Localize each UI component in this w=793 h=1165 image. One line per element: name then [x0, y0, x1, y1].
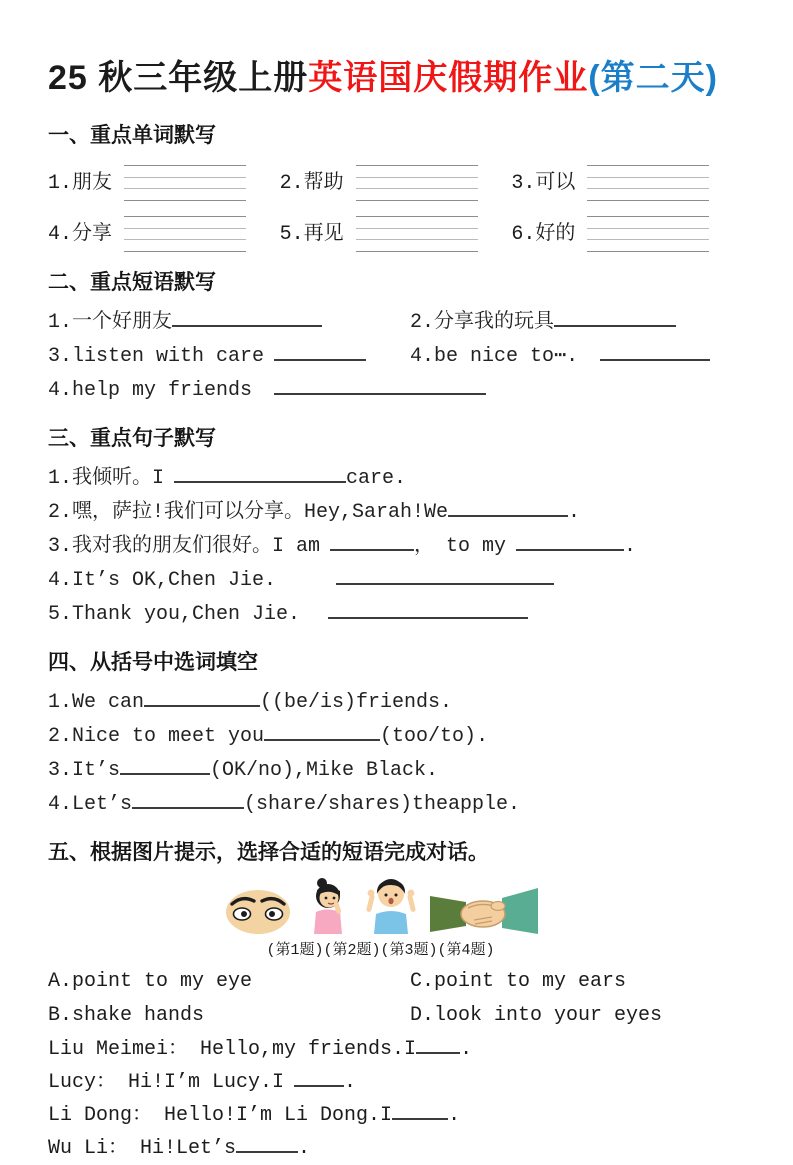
word-row-1 — [48, 159, 743, 201]
option-a: A.point to my eye — [48, 970, 253, 993]
girl-pointing-to-eye-image — [302, 876, 352, 936]
word-label: 4.分享 — [48, 223, 113, 246]
word-item-3 — [511, 159, 743, 201]
page-title — [48, 50, 743, 99]
option-c: C.point to my ears — [410, 970, 627, 993]
phrase-row-3: 4.help my friends — [48, 374, 743, 408]
section1-heading: 一、重点单词默写 — [48, 124, 216, 147]
dialogue-line-1: Liu Meimei： Hello,my friends.I . — [48, 1033, 743, 1066]
answer-blank — [416, 1034, 460, 1054]
writing-grid — [124, 165, 246, 201]
writing-grid — [124, 216, 246, 252]
picture-label-4: (第4题) — [437, 942, 495, 959]
option-d: D.look into your eyes — [410, 1004, 663, 1027]
word-item-1 — [48, 159, 280, 201]
word-item-4 — [48, 210, 280, 252]
answer-blank — [274, 375, 486, 395]
word-row-2 — [48, 210, 743, 252]
dialogue-line-3: Li Dong： Hello!I’m Li Dong.I . — [48, 1099, 743, 1132]
choice-item-4: 4.Let’s (share/shares)theapple. — [48, 788, 743, 822]
answer-blank — [554, 307, 676, 327]
section5-heading: 五、根据图片提示，选择合适的短语完成对话。 — [48, 841, 489, 864]
picture-label-1: (第1题) — [266, 942, 324, 959]
answer-blank — [392, 1100, 448, 1120]
choice-item-3: 3.It’s (OK/no),Mike Black. — [48, 754, 743, 788]
section3-heading: 三、重点句子默写 — [48, 427, 216, 450]
answer-blank — [174, 463, 346, 483]
option-b: B.shake hands — [48, 1004, 205, 1027]
sentence-item-1: 1.我倾听。I care. — [48, 462, 743, 496]
section2-heading: 二、重点短语默写 — [48, 271, 216, 294]
picture-strip — [18, 876, 743, 936]
answer-blank — [144, 687, 260, 707]
phrase-row-1 — [48, 306, 743, 340]
word-label: 3.可以 — [511, 172, 576, 195]
choice-item-2: 2.Nice to meet you (too/to). — [48, 720, 743, 754]
writing-grid — [356, 216, 478, 252]
phrase-item: 4.be nice to⋯. — [410, 340, 710, 374]
word-item-6 — [511, 210, 743, 252]
answer-blank — [336, 565, 554, 585]
title-grade-part: 25 秋三年级上册 — [48, 59, 309, 97]
word-item-5 — [280, 210, 512, 252]
answer-blank — [600, 341, 710, 361]
handshake-image — [430, 884, 538, 936]
answer-blank — [330, 531, 414, 551]
answer-blank — [120, 755, 210, 775]
word-label: 1.朋友 — [48, 172, 113, 195]
word-label: 5.再见 — [279, 223, 344, 246]
choice-item-1: 1.We can ((be/is)friends. — [48, 686, 743, 720]
picture-labels — [18, 938, 743, 959]
eyes-image — [224, 886, 292, 936]
answer-blank — [236, 1133, 298, 1153]
phrase-item: 2.分享我的玩具 — [410, 306, 676, 340]
dialogue-line-4: Wu Li： Hi!Let’s . — [48, 1132, 743, 1165]
options-row-1 — [48, 965, 743, 999]
phrase-row-2 — [48, 340, 743, 374]
writing-grid — [587, 216, 709, 252]
sentence-item-2: 2.嘿，萨拉!我们可以分享。Hey,Sarah!We . — [48, 496, 743, 530]
answer-blank — [132, 789, 244, 809]
phrase-item: 1.一个好朋友 — [48, 306, 410, 340]
picture-label-3: (第3题) — [380, 942, 438, 959]
dialogue-line-2: Lucy： Hi!I’m Lucy.I . — [48, 1066, 743, 1099]
answer-blank — [274, 341, 366, 361]
word-label: 2.帮助 — [279, 172, 344, 195]
answer-blank — [328, 599, 528, 619]
title-subject-part: 英语国庆假期作业 — [308, 59, 589, 97]
word-item-2 — [280, 159, 512, 201]
answer-blank — [172, 307, 322, 327]
answer-blank — [448, 497, 568, 517]
writing-grid — [587, 165, 709, 201]
sentence-item-3: 3.我对我的朋友们很好。I am ， to my . — [48, 530, 743, 564]
sentence-item-4: 4.It’s OK,Chen Jie. — [48, 564, 743, 598]
answer-blank — [264, 721, 380, 741]
title-day-part: (第二天) — [588, 59, 718, 97]
phrase-item: 3.listen with care — [48, 340, 410, 374]
options-row-2 — [48, 999, 743, 1033]
section4-heading: 四、从括号中选词填空 — [48, 651, 258, 674]
boy-pointing-to-ears-image — [362, 876, 420, 936]
sentence-item-5: 5.Thank you,Chen Jie. — [48, 598, 743, 632]
word-label: 6.好的 — [511, 223, 576, 246]
writing-grid — [356, 165, 478, 201]
answer-blank — [516, 531, 624, 551]
answer-blank — [294, 1067, 344, 1087]
picture-label-2: (第2题) — [323, 942, 381, 959]
